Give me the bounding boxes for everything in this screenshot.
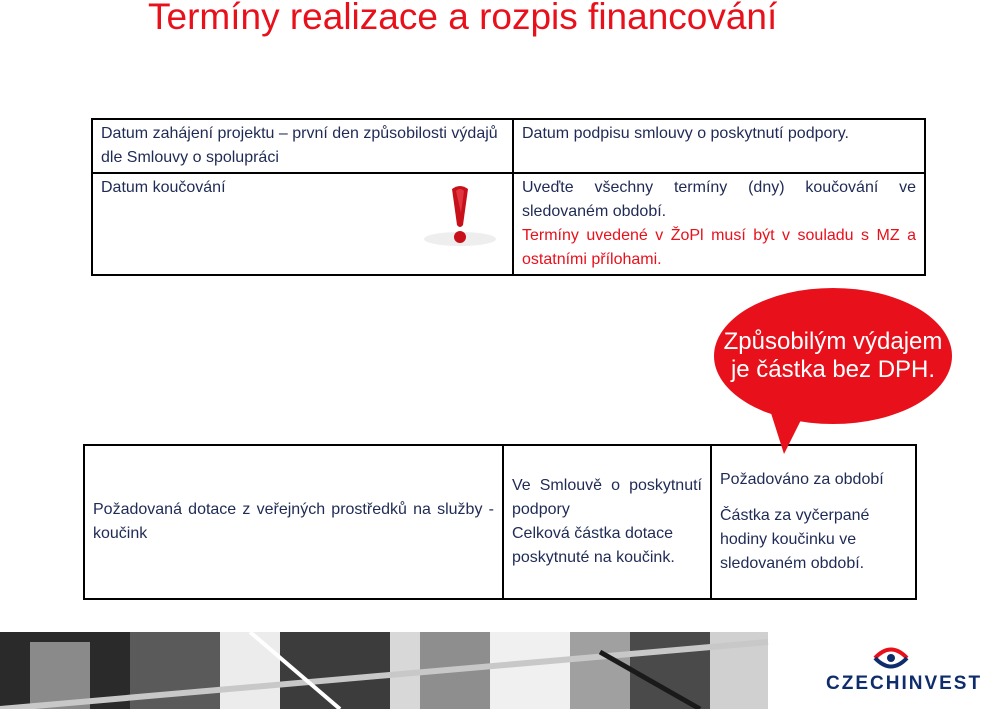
contract-cell — [503, 445, 711, 599]
coaching-date-value: Uveďte všechny termíny (dny) koučování ve sledovaném období. — [522, 179, 916, 220]
contract-header: Ve Smlouvě o poskytnutí podpory — [512, 477, 702, 518]
table-row — [92, 119, 925, 173]
logo-text: CZECHINVEST — [826, 673, 982, 694]
table-row — [92, 173, 925, 275]
footer-photo — [0, 632, 768, 709]
period-value: Částka za vyčerpané hodiny koučinku ve sledovaném období. — [720, 507, 870, 572]
period-cell — [711, 445, 916, 599]
czechinvest-logo — [826, 643, 982, 701]
vat-callout-text: Způsobilým výdajem je částka bez DPH. — [723, 328, 943, 383]
coaching-date-cell — [513, 173, 925, 275]
table-row — [84, 445, 916, 599]
exclamation-icon — [418, 183, 502, 249]
coaching-warning: Termíny uvedené v ŽoPl musí být v souladu s MZ a ostatními přílohami. — [522, 227, 916, 268]
start-date-label: Datum zahájení projektu – první den způsobilosti výdajů dle Smlouvy o spolupráci — [92, 119, 513, 173]
page-title: Termíny realizace a rozpis financování — [148, 0, 778, 37]
period-header: Požadováno za období — [720, 471, 884, 488]
coaching-date-label: Datum koučování — [92, 173, 513, 275]
start-date-value: Datum podpisu smlouvy o poskytnutí podpory. — [513, 119, 925, 173]
funding-table — [83, 444, 917, 600]
vat-callout-bubble — [714, 288, 952, 424]
logo-emblem-icon — [871, 643, 911, 673]
contract-value: Celková částka dotace poskytnuté na koučink. — [512, 525, 675, 566]
subsidy-label: Požadovaná dotace z veřejných prostředků na služby - koučink — [84, 445, 503, 599]
dates-table — [91, 118, 926, 276]
